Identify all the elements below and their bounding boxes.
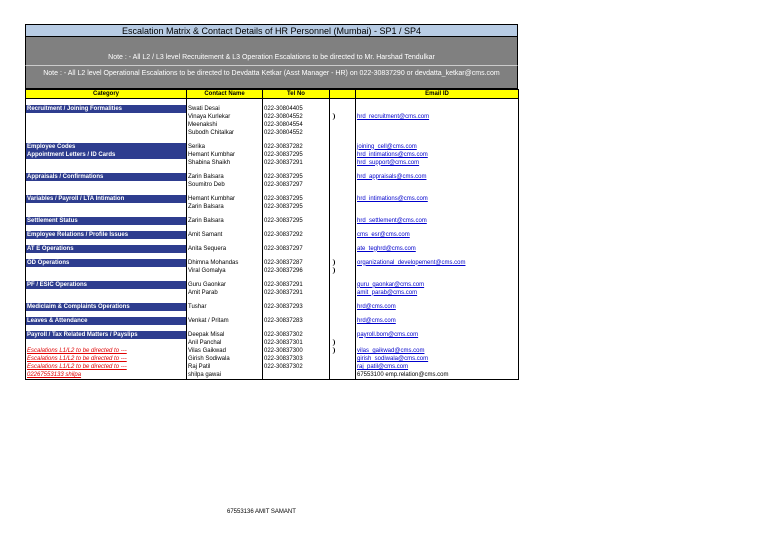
- email-cell[interactable]: joining_cell@cms.com: [356, 143, 519, 151]
- contact-name-cell: Soumitro Deb: [187, 181, 263, 189]
- contact-table: [25, 89, 519, 380]
- brace-icon: [331, 259, 335, 266]
- contact-name-cell: Vilas Gaikwad: [187, 347, 263, 355]
- category-cell: AT E Operations: [26, 245, 187, 253]
- bracket-cell: [330, 303, 356, 311]
- table-row: [26, 371, 519, 380]
- table-row: [26, 231, 519, 239]
- email-cell[interactable]: raj_patil@cms.com: [356, 363, 519, 371]
- bracket-cell: [330, 151, 356, 159]
- category-cell: PF / ESIC Operations: [26, 281, 187, 289]
- bracket-cell: [330, 129, 356, 137]
- contact-name-cell: Zarin Balsara: [187, 203, 263, 211]
- category-cell: [26, 121, 187, 129]
- table-row: [26, 173, 519, 181]
- contact-name-cell: Meenakshi: [187, 121, 263, 129]
- email-cell[interactable]: hrd@cms.com: [356, 303, 519, 311]
- bracket-cell: [330, 317, 356, 325]
- bracket-cell: [330, 363, 356, 371]
- bracket-cell: [330, 347, 356, 355]
- contact-name-cell: Deepak Misal: [187, 331, 263, 339]
- category-cell: Employee Relations / Profile Issues: [26, 231, 187, 239]
- table-row: [26, 143, 519, 151]
- email-cell[interactable]: organizational_developement@cms.com: [356, 259, 519, 267]
- table-row: [26, 339, 519, 347]
- brace-icon: [331, 113, 335, 120]
- table-row: [26, 203, 519, 211]
- spreadsheet: [25, 24, 518, 380]
- table-row: [26, 281, 519, 289]
- contact-name-cell: Tushar: [187, 303, 263, 311]
- category-cell: 02267553133 shilpa: [26, 371, 187, 380]
- table-row: [26, 195, 519, 203]
- tel-no-cell: 022-30837295: [263, 195, 330, 203]
- contact-name-cell: Girish Sodiwala: [187, 355, 263, 363]
- bracket-cell: [330, 159, 356, 167]
- bracket-cell: [330, 121, 356, 129]
- category-cell: [26, 289, 187, 297]
- note-l2-operational-escalation: Note : - All L2 level Operational Escalations to be directed to Devdatta Ketkar (Asst Manager - HR) on 022-30837290 or devdatta_ketkar@cms.com: [25, 65, 518, 89]
- category-cell: Leaves & Attendance: [26, 317, 187, 325]
- table-header-row: [26, 90, 519, 99]
- email-cell[interactable]: hrd_recruitment@cms.com: [356, 113, 519, 121]
- header-category: Category: [26, 90, 187, 99]
- tel-no-cell: 022-30837283: [263, 317, 330, 325]
- bracket-cell: [330, 195, 356, 203]
- email-cell[interactable]: hrd@cms.com: [356, 317, 519, 325]
- contact-name-cell: Subodh Chitalkar: [187, 129, 263, 137]
- bracket-cell: [330, 105, 356, 113]
- tel-no-cell: 022-30837293: [263, 303, 330, 311]
- contact-name-cell: shilpa gawai: [187, 371, 263, 380]
- contact-name-cell: Guru Gaonkar: [187, 281, 263, 289]
- contact-name-cell: Venkat / Pritam: [187, 317, 263, 325]
- tel-no-cell: 022-30837301: [263, 339, 330, 347]
- header-spacer: [330, 90, 356, 99]
- table-row: [26, 289, 519, 297]
- bracket-cell: [330, 203, 356, 211]
- contact-name-cell: Anil Panchal: [187, 339, 263, 347]
- contact-name-cell: Hemant Kumbhar: [187, 195, 263, 203]
- email-cell[interactable]: payroll.bom@cms.com: [356, 331, 519, 339]
- tel-no-cell: [263, 371, 330, 380]
- brace-icon: [331, 347, 335, 354]
- bracket-cell: [330, 217, 356, 225]
- email-cell: [356, 129, 519, 137]
- header-tel-no: Tel No: [263, 90, 330, 99]
- tel-no-cell: 022-30837296: [263, 267, 330, 275]
- category-cell: Employee Codes: [26, 143, 187, 151]
- category-cell: Settlement Status: [26, 217, 187, 225]
- table-row: [26, 151, 519, 159]
- email-cell[interactable]: hrd_settlement@cms.com: [356, 217, 519, 225]
- contact-name-cell: Vinaya Kurlekar: [187, 113, 263, 121]
- table-row: [26, 267, 519, 275]
- table-row: [26, 217, 519, 225]
- table-row: [26, 159, 519, 167]
- tel-no-cell: 022-30804554: [263, 121, 330, 129]
- brace-icon: [331, 267, 335, 274]
- email-cell[interactable]: hrd_intimations@cms.com: [356, 151, 519, 159]
- email-cell[interactable]: ate_teghrd@cms.com: [356, 245, 519, 253]
- table-row: [26, 181, 519, 189]
- bracket-cell: [330, 289, 356, 297]
- category-cell: Variables / Payroll / LTA Intimation: [26, 195, 187, 203]
- email-cell[interactable]: hrd_appraisals@cms.com: [356, 173, 519, 181]
- tel-no-cell: 022-30804552: [263, 129, 330, 137]
- tel-no-cell: 022-30804552: [263, 113, 330, 121]
- table-row: [26, 113, 519, 121]
- category-cell: [26, 113, 187, 121]
- category-cell: [26, 159, 187, 167]
- footer-note: 67553136 AMIT SAMANT: [227, 509, 296, 515]
- contact-name-cell: Swati Desai: [187, 105, 263, 113]
- category-cell: Recruitment / Joining Formalities: [26, 105, 187, 113]
- bracket-cell: [330, 259, 356, 267]
- table-row: [26, 121, 519, 129]
- category-cell: Appointment Letters / ID Cards: [26, 151, 187, 159]
- category-cell: Payroll / Tax Related Matters / Payslips: [26, 331, 187, 339]
- contact-name-cell: Raj Patil: [187, 363, 263, 371]
- contact-name-cell: Zarin Balsara: [187, 173, 263, 181]
- category-cell: Mediclaim & Complaints Operations: [26, 303, 187, 311]
- category-cell: Appraisals / Confirmations: [26, 173, 187, 181]
- header-email-id: Email ID: [356, 90, 519, 99]
- tel-no-cell: 022-30837291: [263, 159, 330, 167]
- category-cell: [26, 129, 187, 137]
- bracket-cell: [330, 231, 356, 239]
- category-cell: OD Operations: [26, 259, 187, 267]
- category-cell: [26, 267, 187, 275]
- note-l2-l3-escalation: Note : - All L2 / L3 level Recruitement & L3 Operation Escalations to be directed to Mr. Harshad Tendulkar: [25, 37, 518, 65]
- table-row: [26, 303, 519, 311]
- email-cell[interactable]: girish_sodiwala@cms.com: [356, 355, 519, 363]
- email-cell: [356, 121, 519, 129]
- table-row: [26, 331, 519, 339]
- category-cell: [26, 181, 187, 189]
- contact-name-cell: Viral Gomalya: [187, 267, 263, 275]
- tel-no-cell: 022-30837291: [263, 281, 330, 289]
- tel-no-cell: 022-30837282: [263, 143, 330, 151]
- email-cell[interactable]: amit_parab@cms.com: [356, 289, 519, 297]
- bracket-cell: [330, 339, 356, 347]
- bracket-cell: [330, 371, 356, 380]
- contact-name-cell: Amit Parab: [187, 289, 263, 297]
- table-row: [26, 317, 519, 325]
- table-row: [26, 363, 519, 371]
- contact-name-cell: Anita Sequera: [187, 245, 263, 253]
- category-cell: [26, 339, 187, 347]
- tel-no-cell: 022-30837295: [263, 217, 330, 225]
- email-cell: [356, 267, 519, 275]
- bracket-cell: [330, 267, 356, 275]
- email-cell[interactable]: hrd_intimations@cms.com: [356, 195, 519, 203]
- tel-no-cell: 022-30837295: [263, 203, 330, 211]
- table-row: [26, 347, 519, 355]
- table-row: [26, 129, 519, 137]
- bracket-cell: [330, 143, 356, 151]
- table-row: [26, 259, 519, 267]
- tel-no-cell: 022-30837297: [263, 181, 330, 189]
- tel-no-cell: 022-30837295: [263, 151, 330, 159]
- tel-no-cell: 022-30837302: [263, 363, 330, 371]
- bracket-cell: [330, 181, 356, 189]
- email-cell: [356, 181, 519, 189]
- contact-name-cell: Dhimna Mohandas: [187, 259, 263, 267]
- bracket-cell: [330, 331, 356, 339]
- tel-no-cell: 022-30837291: [263, 289, 330, 297]
- table-row: [26, 245, 519, 253]
- bracket-cell: [330, 113, 356, 121]
- email-cell[interactable]: vilas_gaikwad@cms.com: [356, 347, 519, 355]
- header-contact-name: Contact Name: [187, 90, 263, 99]
- email-cell[interactable]: guru_gaonkar@cms.com: [356, 281, 519, 289]
- email-cell[interactable]: hrd_support@cms.com: [356, 159, 519, 167]
- category-cell: [26, 203, 187, 211]
- email-cell: [356, 105, 519, 113]
- contact-name-cell: Serika: [187, 143, 263, 151]
- contact-name-cell: Hemant Kumbhar: [187, 151, 263, 159]
- tel-no-cell: 022-30837292: [263, 231, 330, 239]
- category-cell: Escalations L1/L2 to be directed to ---: [26, 347, 187, 355]
- bracket-cell: [330, 245, 356, 253]
- email-cell[interactable]: cms_esr@cms.com: [356, 231, 519, 239]
- tel-no-cell: 022-30837287: [263, 259, 330, 267]
- email-cell: [356, 203, 519, 211]
- sheet-title: Escalation Matrix & Contact Details of HR Personnel (Mumbai) - SP1 / SP4: [25, 24, 518, 37]
- brace-icon: [331, 339, 335, 346]
- tel-no-cell: 022-30804405: [263, 105, 330, 113]
- bracket-cell: [330, 355, 356, 363]
- category-cell: Escalations L1/L2 to be directed to ---: [26, 355, 187, 363]
- tel-no-cell: 022-30837302: [263, 331, 330, 339]
- email-cell: 67553100 emp.relation@cms.com: [356, 371, 519, 380]
- table-row: [26, 355, 519, 363]
- category-cell: Escalations L1/L2 to be directed to ---: [26, 363, 187, 371]
- table-row: [26, 105, 519, 113]
- bracket-cell: [330, 281, 356, 289]
- tel-no-cell: 022-30837297: [263, 245, 330, 253]
- tel-no-cell: 022-30837295: [263, 173, 330, 181]
- bracket-cell: [330, 173, 356, 181]
- contact-name-cell: Zarin Balsara: [187, 217, 263, 225]
- tel-no-cell: 022-30837303: [263, 355, 330, 363]
- contact-name-cell: Shabina Shaikh: [187, 159, 263, 167]
- tel-no-cell: 022-30837300: [263, 347, 330, 355]
- email-cell: [356, 339, 519, 347]
- contact-name-cell: Amit Samant: [187, 231, 263, 239]
